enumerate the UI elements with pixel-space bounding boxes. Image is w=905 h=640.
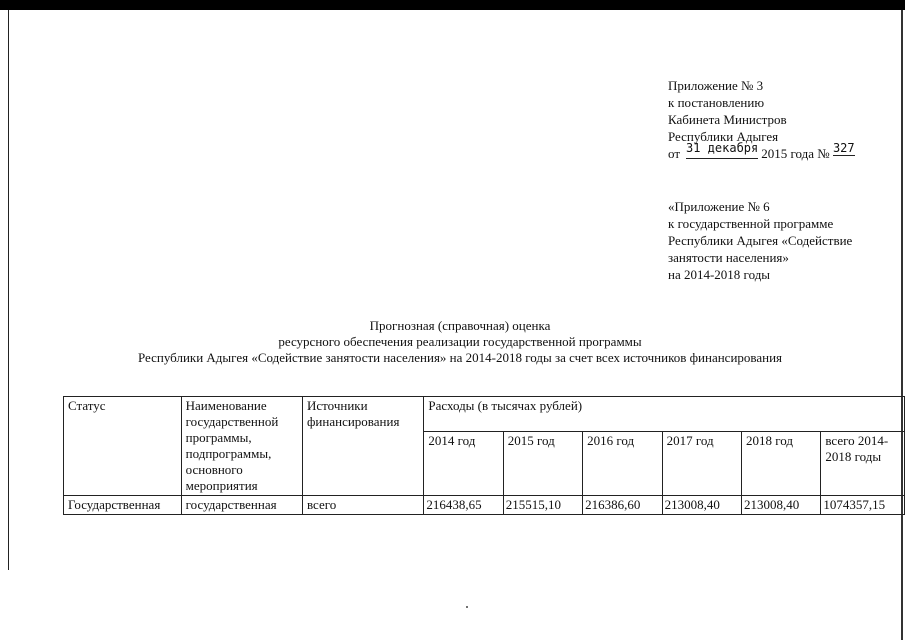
header-total: всего 2014-2018 годы (821, 431, 905, 495)
appendix-line: к постановлению (668, 95, 765, 110)
cell-value: 213008,40 (741, 496, 820, 515)
header-year: 2014 год (424, 431, 503, 495)
scan-dot (466, 606, 468, 608)
appendix-line: Приложение № 3 (668, 78, 764, 93)
cell-status: Государственная (64, 496, 182, 515)
document-title (60, 318, 860, 366)
order-date: 31 декабря (686, 140, 758, 159)
table-row (64, 496, 905, 515)
header-name: Наименование государственной программы, подпрограммы, основного мероприятия (181, 397, 302, 496)
program-appendix-header (668, 198, 852, 283)
header-year: 2018 год (741, 431, 820, 495)
title-line: ресурсного обеспечения реализации государственной программы (278, 334, 642, 349)
program-appendix-line: Республики Адыгея «Содействие (668, 233, 853, 248)
title-line: Прогнозная (справочная) оценка (369, 318, 551, 333)
appendix-header (668, 77, 855, 163)
header-year: 2017 год (662, 431, 741, 495)
right-border (901, 10, 903, 640)
order-number: 327 (832, 141, 855, 155)
program-appendix-line: к государственной программе (668, 216, 834, 231)
header-source: Источники финансирования (303, 397, 424, 496)
order-year: 2015 года № (761, 146, 830, 161)
order-line (668, 141, 855, 163)
cell-value: 1074357,15 (821, 496, 905, 515)
header-year: 2016 год (583, 431, 662, 495)
top-border (0, 0, 905, 10)
cell-value: 216438,65 (424, 496, 503, 515)
order-prefix: от (668, 146, 681, 161)
appendix-line: Кабинета Министров (668, 112, 787, 127)
cell-name: государственная (181, 496, 302, 515)
program-appendix-line: «Приложение № 6 (668, 199, 770, 214)
resource-table (63, 396, 905, 515)
cell-value: 213008,40 (662, 496, 741, 515)
header-year: 2015 год (503, 431, 582, 495)
header-expenses: Расходы (в тысячах рублей) (424, 397, 905, 432)
title-line: Республики Адыгея «Содействие занятости населения» на 2014-2018 годы за счет всех источников финансирования (137, 350, 783, 365)
appendix-line: Республики Адыгея (668, 129, 779, 144)
program-appendix-line: занятости населения» (668, 250, 789, 265)
left-border (8, 10, 9, 570)
cell-value: 216386,60 (583, 496, 662, 515)
header-status: Статус (64, 397, 182, 496)
program-appendix-line: на 2014-2018 годы (668, 267, 771, 282)
cell-source: всего (303, 496, 424, 515)
cell-value: 215515,10 (503, 496, 582, 515)
